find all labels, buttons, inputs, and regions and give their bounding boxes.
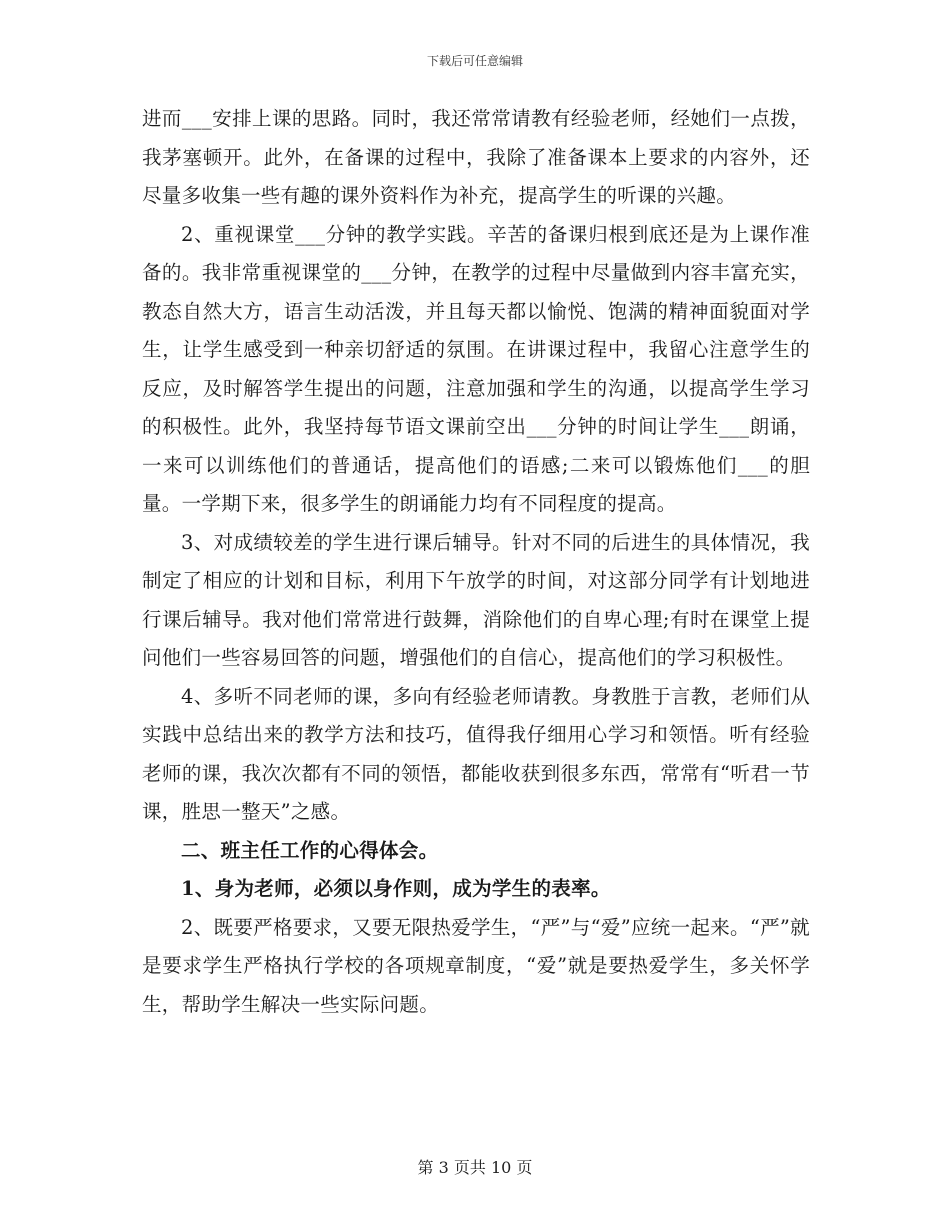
page-number-footer: 第 3 页共 10 页	[417, 1158, 533, 1177]
paragraph-item-4: 4、多听不同老师的课，多向有经验老师请教。身教胜于言教，老师们从实践中总结出来的教学方法和技巧，值得我仔细用心学习和领悟。听有经验老师的课，我次次都有不同的领悟，都能收获到很多东西，常常有“听君一节课，胜思一整天”之感。	[142, 684, 810, 823]
paragraph-continuation: 进而___安排上课的思路。同时，我还常常请教有经验老师，经她们一点拨，我茅塞顿开。此外，在备课的过程中，我除了准备课本上要求的内容外，还尽量多收集一些有趣的课外资料作为补充，提高学生的听课的兴趣。	[142, 107, 810, 207]
document-body	[142, 100, 810, 1024]
paragraph-item-2: 2、重视课堂___分钟的教学实践。辛苦的备课归根到底还是为上课作准备的。我非常重视课堂的___分钟，在教学的过程中尽量做到内容丰富充实，教态自然大方，语言生动活泼，并且每天都以愉悦、饱满的精神面貌面对学生，让学生感受到一种亲切舒适的氛围。在讲课过程中，我留心注意学生的反应，及时解答学生提出的问题，注意加强和学生的沟通，以提高学生学习的积极性。此外，我坚持每节语文课前空出___分钟的时间让学生___朗诵，一来可以训练他们的普通话，提高他们的语感;二来可以锻炼他们___的胆量。一学期下来，很多学生的朗诵能力均有不同程度的提高。	[142, 222, 810, 515]
section-heading: 二、班主任工作的心得体会。	[181, 838, 439, 862]
bold-paragraph-item-1: 1、身为老师，必须以身作则，成为学生的表率。	[181, 877, 611, 900]
paragraph-item-3: 3、对成绩较差的学生进行课后辅导。针对不同的后进生的具体情况，我制定了相应的计划和目标，利用下午放学的时间，对这部分同学有计划地进行课后辅导。我对他们常常进行鼓舞，消除他们的自卑心理;有时在课堂上提问他们一些容易回答的问题，增强他们的自信心，提高他们的学习积极性。	[142, 530, 810, 669]
page-header-note: 下载后可任意编辑	[426, 54, 523, 68]
paragraph-item-2b: 2、既要严格要求，又要无限热爱学生，“严”与“爱”应统一起来。“严”就是要求学生严格执行学校的各项规章制度，“爱”就是要热爱学生，多关怀学生，帮助学生解决一些实际问题。	[142, 915, 810, 1016]
